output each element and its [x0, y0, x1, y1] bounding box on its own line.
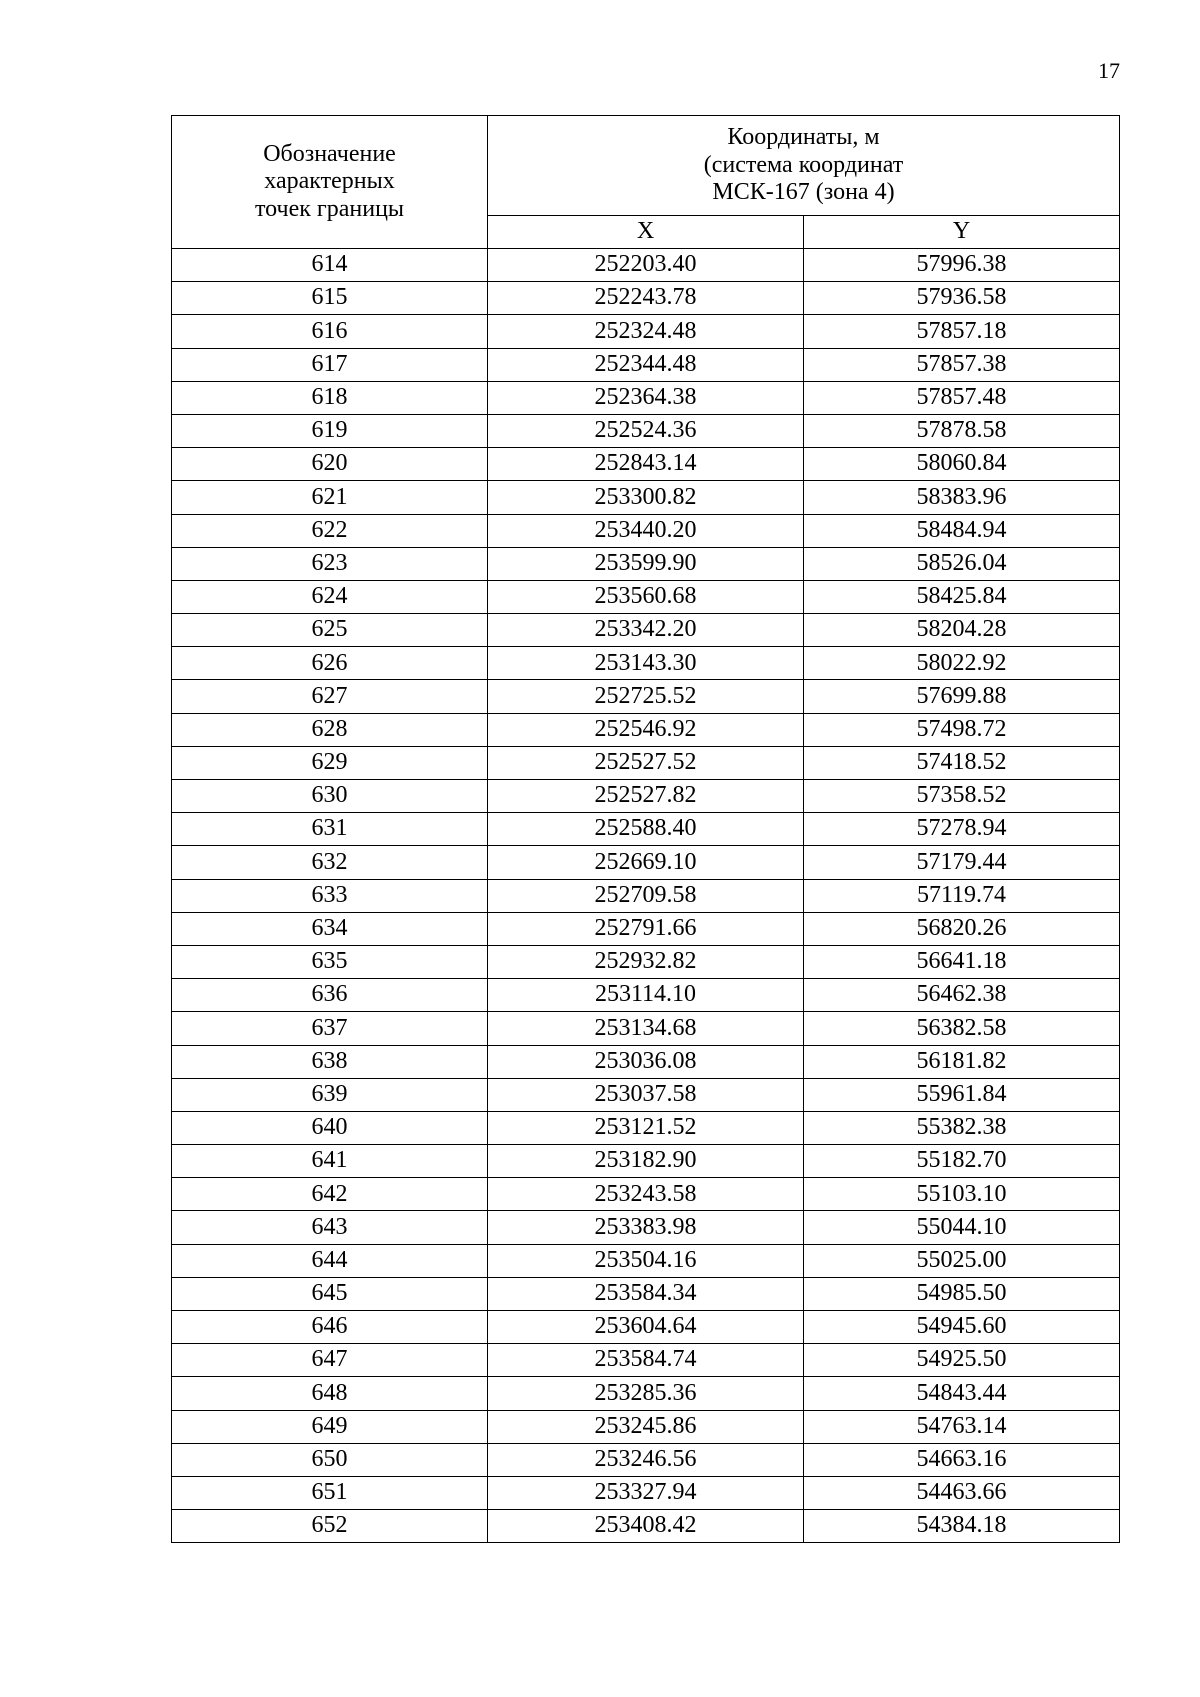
cell-y: 57857.48 [804, 381, 1120, 414]
table-row [172, 1277, 1120, 1310]
cell-point: 644 [172, 1244, 488, 1277]
cell-y: 56641.18 [804, 945, 1120, 978]
cell-y: 55382.38 [804, 1111, 1120, 1144]
cell-point: 635 [172, 945, 488, 978]
cell-point: 633 [172, 879, 488, 912]
cell-point: 639 [172, 1078, 488, 1111]
cell-y: 57936.58 [804, 282, 1120, 315]
cell-point: 642 [172, 1178, 488, 1211]
table-row [172, 348, 1120, 381]
cell-x: 253114.10 [488, 979, 804, 1012]
header-y: Y [804, 215, 1120, 248]
table-row [172, 979, 1120, 1012]
cell-point: 615 [172, 282, 488, 315]
table-row [172, 1443, 1120, 1476]
cell-y: 55961.84 [804, 1078, 1120, 1111]
cell-x: 253037.58 [488, 1078, 804, 1111]
cell-x: 252364.38 [488, 381, 804, 414]
table-row [172, 282, 1120, 315]
cell-y: 56462.38 [804, 979, 1120, 1012]
cell-x: 253584.74 [488, 1344, 804, 1377]
cell-y: 54463.66 [804, 1476, 1120, 1509]
cell-point: 630 [172, 780, 488, 813]
cell-point: 640 [172, 1111, 488, 1144]
cell-x: 252588.40 [488, 813, 804, 846]
table-row [172, 580, 1120, 613]
cell-y: 55182.70 [804, 1145, 1120, 1178]
cell-x: 253246.56 [488, 1443, 804, 1476]
cell-point: 626 [172, 647, 488, 680]
cell-x: 252344.48 [488, 348, 804, 381]
cell-y: 54925.50 [804, 1344, 1120, 1377]
coordinates-table [171, 115, 1120, 1543]
table-row [172, 1211, 1120, 1244]
cell-x: 252324.48 [488, 315, 804, 348]
cell-point: 632 [172, 846, 488, 879]
table-row [172, 1377, 1120, 1410]
cell-x: 252709.58 [488, 879, 804, 912]
cell-y: 57996.38 [804, 249, 1120, 282]
cell-x: 253182.90 [488, 1145, 804, 1178]
table-row [172, 249, 1120, 282]
cell-x: 253300.82 [488, 481, 804, 514]
cell-y: 54945.60 [804, 1311, 1120, 1344]
cell-x: 252546.92 [488, 713, 804, 746]
cell-y: 56382.58 [804, 1012, 1120, 1045]
table-row [172, 1410, 1120, 1443]
cell-x: 253134.68 [488, 1012, 804, 1045]
cell-x: 252843.14 [488, 448, 804, 481]
cell-point: 624 [172, 580, 488, 613]
cell-y: 55103.10 [804, 1178, 1120, 1211]
table-row [172, 647, 1120, 680]
table-row [172, 1244, 1120, 1277]
table-row [172, 713, 1120, 746]
cell-point: 636 [172, 979, 488, 1012]
cell-point: 648 [172, 1377, 488, 1410]
table-row [172, 547, 1120, 580]
cell-y: 57278.94 [804, 813, 1120, 846]
cell-x: 253243.58 [488, 1178, 804, 1211]
cell-x: 253440.20 [488, 514, 804, 547]
table-row [172, 1344, 1120, 1377]
cell-x: 253285.36 [488, 1377, 804, 1410]
cell-point: 645 [172, 1277, 488, 1310]
cell-x: 253327.94 [488, 1476, 804, 1509]
cell-y: 58425.84 [804, 580, 1120, 613]
cell-point: 652 [172, 1510, 488, 1543]
cell-x: 252527.52 [488, 746, 804, 779]
cell-x: 252524.36 [488, 414, 804, 447]
cell-point: 643 [172, 1211, 488, 1244]
cell-x: 253604.64 [488, 1311, 804, 1344]
table-row [172, 414, 1120, 447]
table-body [172, 249, 1120, 1543]
cell-point: 625 [172, 614, 488, 647]
cell-y: 57857.38 [804, 348, 1120, 381]
cell-y: 56820.26 [804, 912, 1120, 945]
cell-y: 57699.88 [804, 680, 1120, 713]
table-row [172, 614, 1120, 647]
cell-x: 253121.52 [488, 1111, 804, 1144]
table-row [172, 1311, 1120, 1344]
cell-y: 57878.58 [804, 414, 1120, 447]
cell-y: 57119.74 [804, 879, 1120, 912]
cell-y: 58022.92 [804, 647, 1120, 680]
cell-y: 58060.84 [804, 448, 1120, 481]
cell-x: 253560.68 [488, 580, 804, 613]
cell-x: 252791.66 [488, 912, 804, 945]
table-row [172, 879, 1120, 912]
table-row [172, 680, 1120, 713]
cell-y: 54985.50 [804, 1277, 1120, 1310]
cell-y: 57418.52 [804, 746, 1120, 779]
cell-x: 252203.40 [488, 249, 804, 282]
cell-y: 55044.10 [804, 1211, 1120, 1244]
cell-x: 253504.16 [488, 1244, 804, 1277]
header-x: X [488, 215, 804, 248]
table-row [172, 945, 1120, 978]
cell-y: 54763.14 [804, 1410, 1120, 1443]
table-row [172, 1476, 1120, 1509]
cell-point: 618 [172, 381, 488, 414]
cell-point: 647 [172, 1344, 488, 1377]
table-row [172, 448, 1120, 481]
table-row [172, 1045, 1120, 1078]
table-row [172, 1145, 1120, 1178]
cell-y: 54384.18 [804, 1510, 1120, 1543]
cell-point: 650 [172, 1443, 488, 1476]
cell-x: 253143.30 [488, 647, 804, 680]
cell-x: 253342.20 [488, 614, 804, 647]
cell-y: 57857.18 [804, 315, 1120, 348]
cell-point: 617 [172, 348, 488, 381]
cell-x: 253408.42 [488, 1510, 804, 1543]
table-row [172, 381, 1120, 414]
header-coordinates: Координаты, м (система координат МСК-167 (зона 4) [488, 116, 1120, 216]
table-row [172, 1078, 1120, 1111]
cell-point: 641 [172, 1145, 488, 1178]
cell-point: 620 [172, 448, 488, 481]
table-row [172, 846, 1120, 879]
cell-x: 252243.78 [488, 282, 804, 315]
cell-point: 623 [172, 547, 488, 580]
cell-y: 57498.72 [804, 713, 1120, 746]
cell-x: 252527.82 [488, 780, 804, 813]
cell-point: 619 [172, 414, 488, 447]
cell-y: 55025.00 [804, 1244, 1120, 1277]
table-row [172, 1510, 1120, 1543]
cell-point: 631 [172, 813, 488, 846]
cell-y: 58526.04 [804, 547, 1120, 580]
cell-x: 252725.52 [488, 680, 804, 713]
cell-y: 54843.44 [804, 1377, 1120, 1410]
cell-y: 54663.16 [804, 1443, 1120, 1476]
cell-y: 56181.82 [804, 1045, 1120, 1078]
cell-point: 637 [172, 1012, 488, 1045]
cell-point: 638 [172, 1045, 488, 1078]
table-row [172, 1111, 1120, 1144]
cell-point: 629 [172, 746, 488, 779]
table-row [172, 780, 1120, 813]
cell-point: 614 [172, 249, 488, 282]
cell-x: 252669.10 [488, 846, 804, 879]
cell-point: 634 [172, 912, 488, 945]
cell-y: 58484.94 [804, 514, 1120, 547]
table-row [172, 514, 1120, 547]
table-row [172, 481, 1120, 514]
cell-point: 627 [172, 680, 488, 713]
cell-point: 646 [172, 1311, 488, 1344]
cell-x: 253599.90 [488, 547, 804, 580]
table-row [172, 1178, 1120, 1211]
cell-x: 253036.08 [488, 1045, 804, 1078]
cell-point: 621 [172, 481, 488, 514]
header-point-designation: Обозначение характерных точек границы [172, 116, 488, 249]
page-number: 17 [1098, 58, 1120, 83]
table-row [172, 912, 1120, 945]
cell-point: 651 [172, 1476, 488, 1509]
table-row [172, 1012, 1120, 1045]
cell-point: 616 [172, 315, 488, 348]
table-row [172, 746, 1120, 779]
table-row [172, 315, 1120, 348]
cell-x: 253383.98 [488, 1211, 804, 1244]
cell-x: 253245.86 [488, 1410, 804, 1443]
cell-point: 649 [172, 1410, 488, 1443]
table-row [172, 813, 1120, 846]
cell-x: 252932.82 [488, 945, 804, 978]
cell-y: 57179.44 [804, 846, 1120, 879]
cell-x: 253584.34 [488, 1277, 804, 1310]
cell-point: 622 [172, 514, 488, 547]
cell-point: 628 [172, 713, 488, 746]
cell-y: 57358.52 [804, 780, 1120, 813]
cell-y: 58204.28 [804, 614, 1120, 647]
cell-y: 58383.96 [804, 481, 1120, 514]
